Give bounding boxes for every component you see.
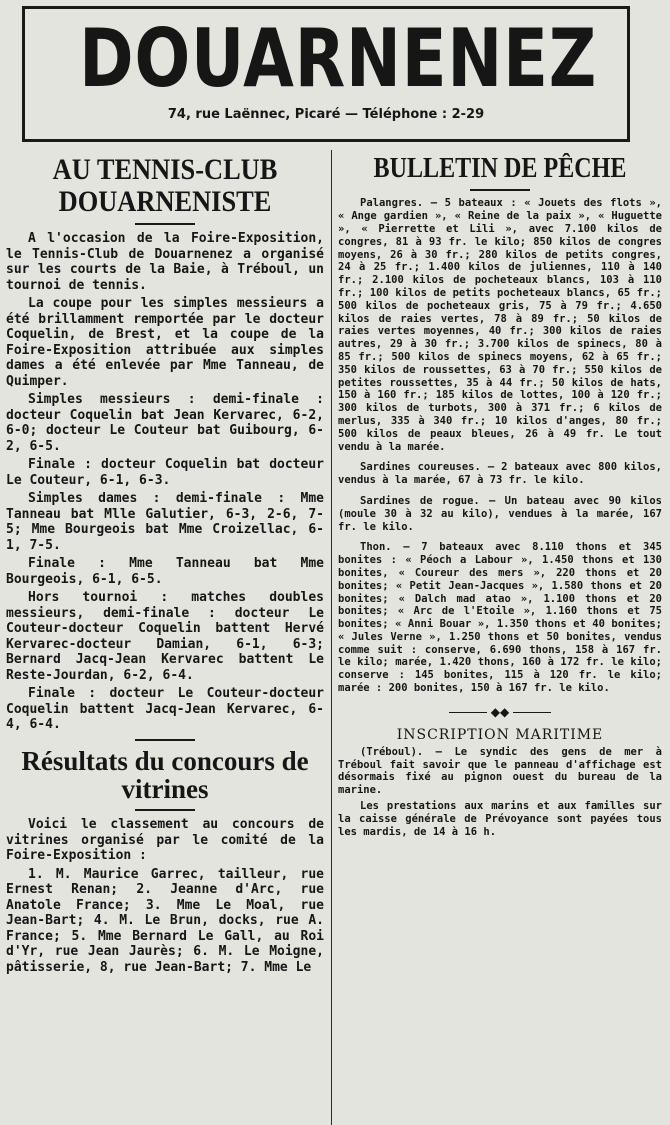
masthead-title: DOUARNENEZ — [79, 12, 598, 105]
inscription-paragraph: Les prestations aux marins et aux familles sur la caisse générale de Prévoyance sont payées tous les mardis, de 14 à 16 h. — [338, 800, 662, 838]
tennis-paragraph: Hors tournoi : matches doubles messieurs, demi-finale : docteur Le Couteur-docteur Coquelin battent Hervé Kervarec-docteur Damian, 6-1, 6-3; Bernard Jacq-Jean Kervarec battent Le Reste-Jourdan, 6-2, 6-4. — [6, 590, 324, 683]
tennis-paragraph: A l'occasion de la Foire-Exposition, le Tennis-Club de Douarnenez a organisé sur les courts de la Baie, à Tréboul, un tournoi de tennis. — [6, 231, 324, 293]
ornament-divider: ◆◆ — [338, 705, 662, 719]
headline-rule — [135, 809, 195, 811]
column-divider — [331, 150, 332, 1125]
tennis-headline: AU TENNIS-CLUB DOUARNENISTE — [52, 153, 278, 218]
tennis-paragraph: La coupe pour les simples messieurs a été brillamment remportée par le docteur Coquelin, de Brest, et la coupe de la Foire-Exposition attribuée aux simples dames a été enlevée par Mme Tanneau, de Quimper. — [6, 296, 324, 389]
concours-paragraph: 1. M. Maurice Garrec, tailleur, rue Ernest Renan; 2. Jeanne d'Arc, rue Anatole France; 3. Mme Le Moal, rue Jean-Bart; 4. M. Le Brun, docks, rue A. France; 5. Mme Bernard Le Gall, au Roi d'Yr, rue Jean Jaurès; 6. M. Le Moigne, pâtisserie, 8, rue Jean-Bart; 7. Mme Le — [6, 866, 324, 975]
left-column — [6, 150, 324, 1125]
inscription-headline: INSCRIPTION MARITIME — [396, 726, 604, 743]
peche-paragraph: Sardines coureuses. — 2 bateaux avec 800 kilos, vendus à la marée, 67 à 73 fr. le kilo. — [338, 461, 662, 487]
right-column — [338, 150, 662, 1125]
inscription-paragraph: (Tréboul). — Le syndic des gens de mer à Tréboul fait savoir que le panneau d'affichage est désormais fixé au pignon ouest du bureau de la marine. — [338, 745, 662, 797]
tennis-paragraph: Simples messieurs : demi-finale : docteur Coquelin bat Jean Kervarec, 6-2, 6-0; docteur Le Couteur bat Guibourg, 6-2, 6-5. — [6, 392, 324, 454]
tennis-paragraph: Finale : docteur Le Couteur-docteur Coquelin battent Jacq-Jean Kervarec, 6-4, 6-4. — [6, 686, 324, 732]
masthead — [22, 6, 630, 142]
tennis-paragraph: Finale : docteur Coquelin bat docteur Le Couteur, 6-1, 6-3. — [6, 457, 324, 488]
masthead-address: 74, rue Laënnec, Picaré — Téléphone : 2-29 — [167, 107, 485, 122]
section-rule — [135, 739, 195, 741]
tennis-paragraph: Simples dames : demi-finale : Mme Tanneau bat Mlle Galutier, 6-3, 2-6, 7-5; Mme Bourgeois bat Mme Croizellac, 6-1, 7-5. — [6, 491, 324, 553]
peche-paragraph: Sardines de rogue. — Un bateau avec 90 kilos (moule 30 à 32 au kilo), vendues à la marée, 167 fr. le kilo. — [338, 494, 662, 533]
peche-paragraph: Palangres. — 5 bateaux : « Jouets des flots », « Ange gardien », « Reine de la paix », « Huguette », « Pierrette et Lili », avec 7.100 kilos de congres, 81 à 93 fr. le kilo; 850 kilos de congres moyens, 26 à 30 fr.; 280 kilos de petits congres, 24 à 25 fr.; 1.400 kilos de juliennes, 110 à 140 fr.; 2.100 kilos de pocheteaux blancs, 103 à 110 fr.; 100 kilos de petits pocheteaux blancs, 65 fr.; 500 kilos de pocheteaux gris, 75 à 79 fr.; 4.650 kilos de raies vertes, 78 à 89 fr.; 50 kilos de raies vertes moyennes, 40 fr.; 300 kilos de raies autres, 29 à 30 fr.; 3.700 kilos de spinecs, 80 à 85 fr.; 500 kilos de spinecs moyens, 62 à 65 fr.; 350 kilos de roussettes, 63 à 70 fr.; 550 kilos de petites roussettes, 35 à 44 fr.; 50 kilos de hats, 150 à 160 fr.; 185 kilos de lottes, 100 à 120 fr.; 300 kilos de turbots, 300 à 371 fr.; 6 kilos de merlus, 335 à 340 fr.; 10 kilos d'anges, 80 fr.; 500 kilos de peaux bleues, 26 à 49 fr. Le tout vendu à la marée. — [338, 197, 662, 453]
concours-headline: Résultats du concours de vitrines — [21, 745, 309, 804]
peche-headline: BULLETIN DE PÊCHE — [373, 153, 627, 184]
headline-rule — [470, 189, 530, 191]
concours-paragraph: Voici le classement au concours de vitrines organisé par le comité de la Foire-Exposition : — [6, 817, 324, 864]
tennis-paragraph: Finale : Mme Tanneau bat Mme Bourgeois, 6-1, 6-5. — [6, 556, 324, 587]
peche-paragraph: Thon. — 7 bateaux avec 8.110 thons et 345 bonites : « Péoch a Labour », 1.450 thons et 130 bonites, « Coureur des mers », 220 thons et 20 bonites; « Petit Jean-Jacques », 1.580 thons et 20 bonites; « Dalch mad atao », 1.100 thons et 20 bonites; « Arc de l'Etoile », 1.160 thons et 75 bonites; « Anni Bouar », 1.350 thons et 40 bonites; « Jules Verne », 1.250 thons et 50 bonites, vendus comme suit : conserve, 6.690 thons, 158 à 167 fr. le kilo; marée, 1.420 thons, 160 à 172 fr. le kilo; conserve : 145 bonites, 115 à 120 fr. le kilo; marée : 200 bonites, 150 à 167 fr. le kilo. — [338, 541, 662, 695]
headline-rule — [135, 223, 195, 225]
